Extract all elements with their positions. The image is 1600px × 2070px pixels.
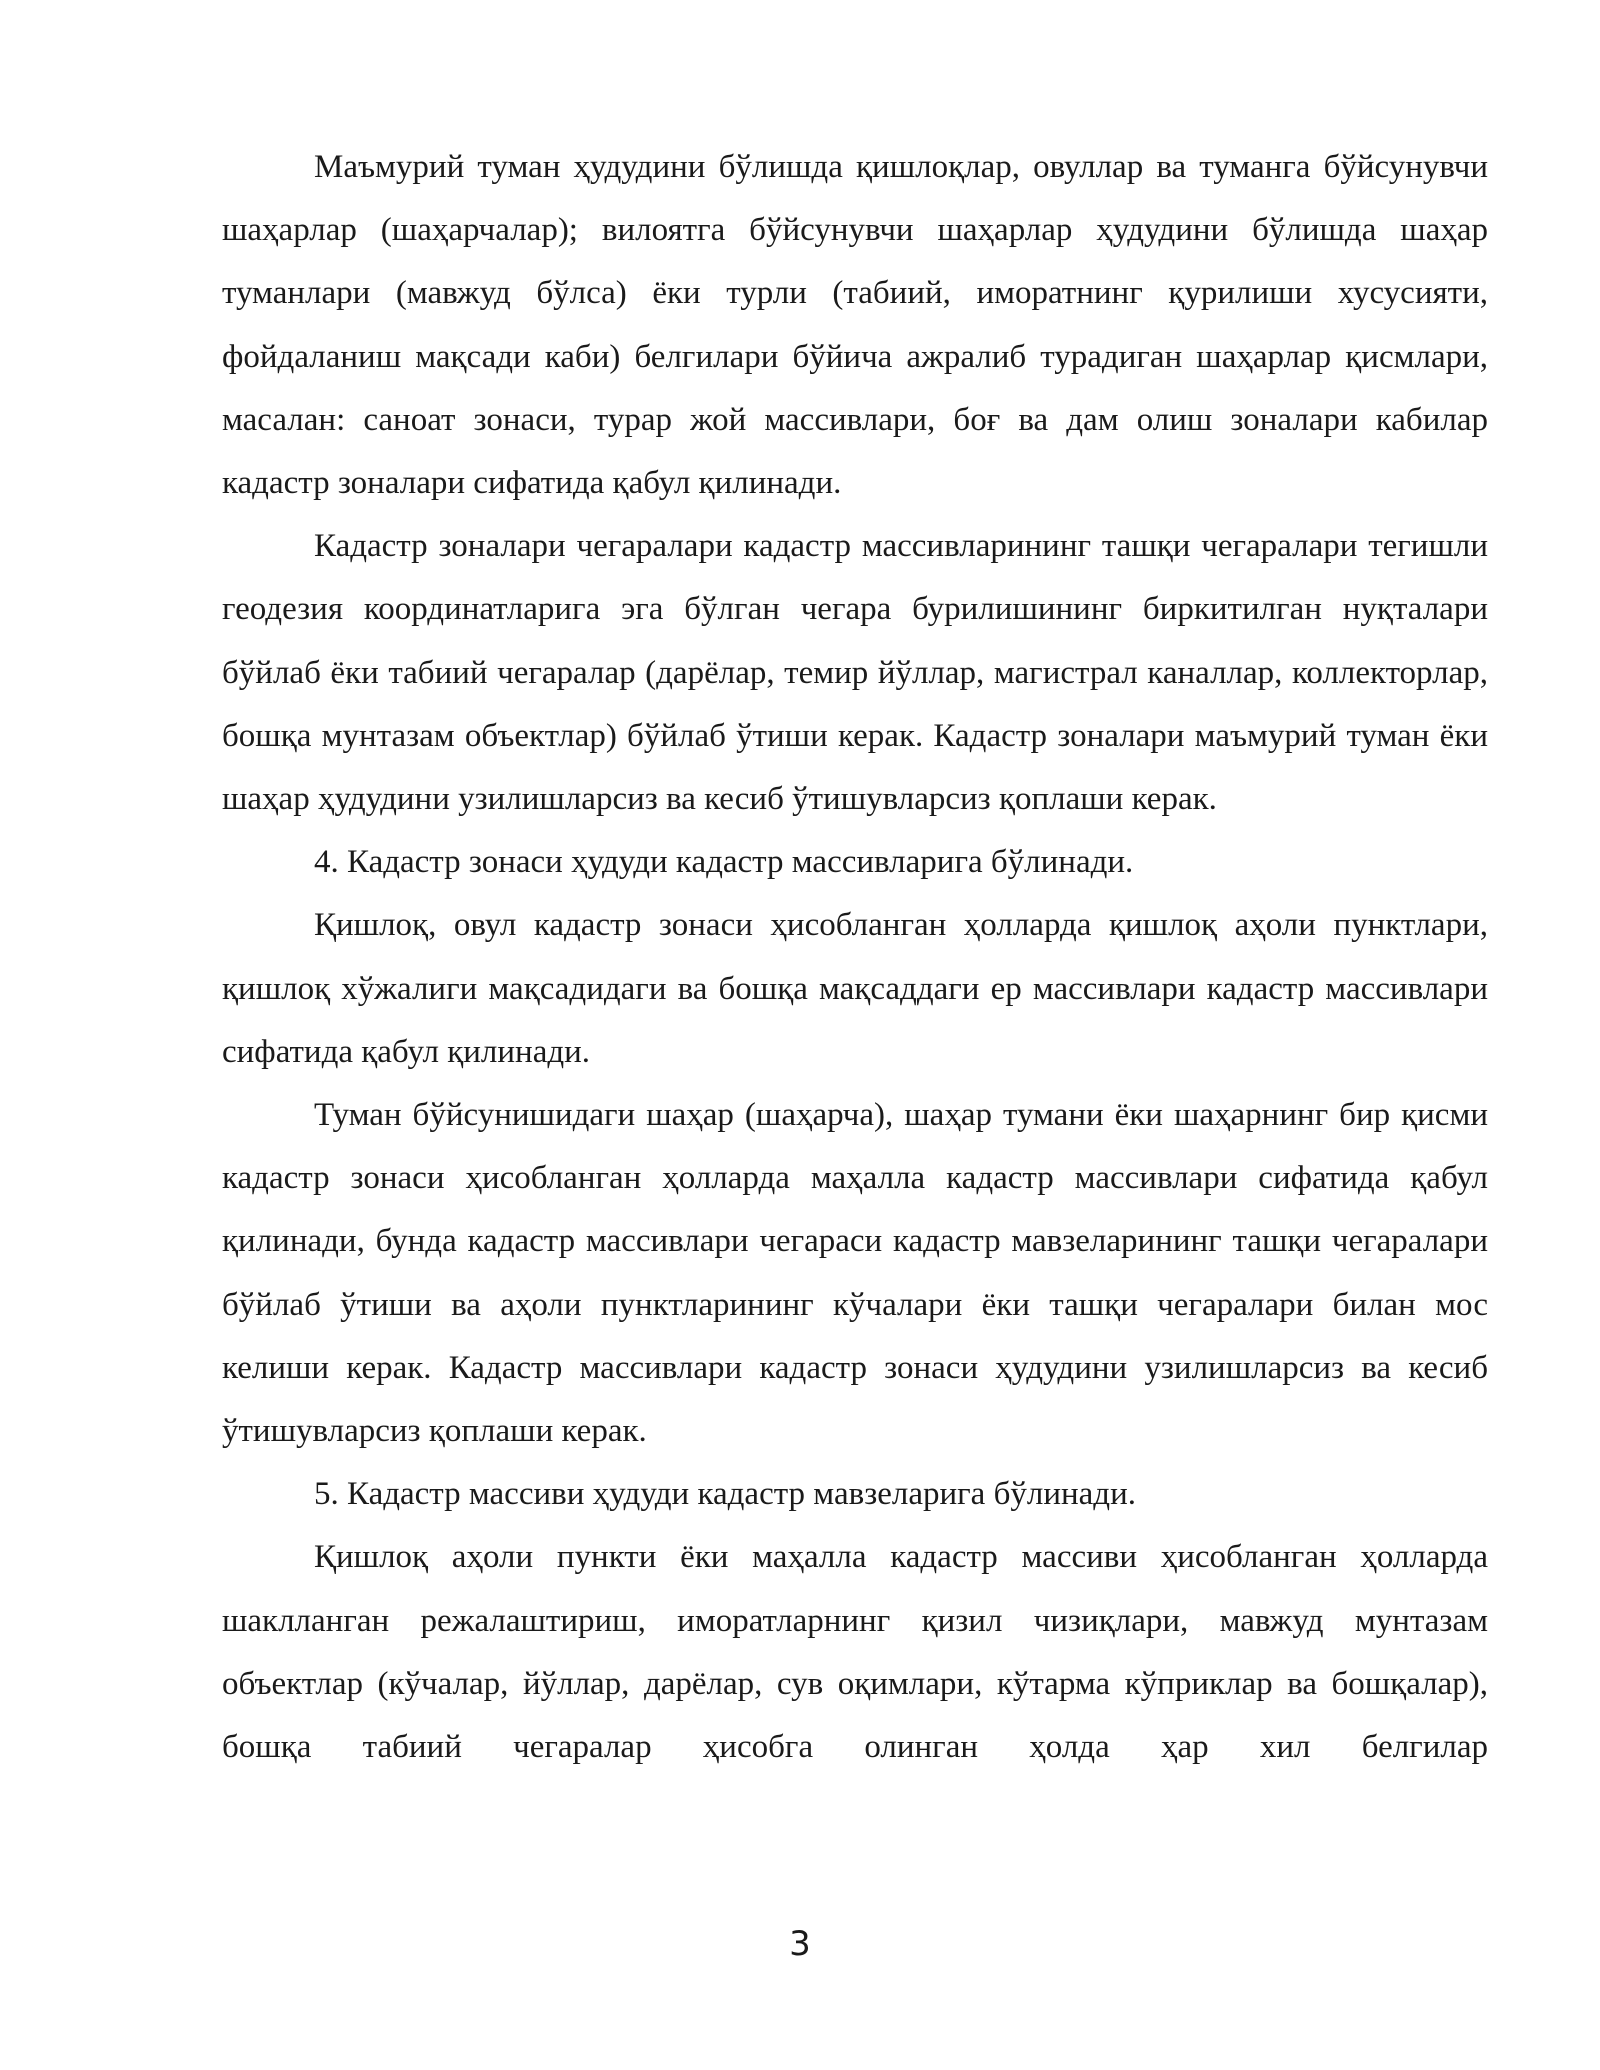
paragraph-6: 5. Кадастр массиви ҳудуди кадастр мавзеларига бўлинади. [314, 1476, 1137, 1513]
paragraph-4: Қишлоқ, овул кадастр зонаси ҳисобланган ҳолларда қишлоқ аҳоли пунктлари, қишлоқ хўжалиги мақсадидаги ва бошқа мақсаддаги ер массивлари кадастр массивлари сифатида қабул қилинади. [222, 907, 1488, 1070]
paragraph-1: Маъмурий туман ҳудудини бўлишда қишлоқлар, овуллар ва туманга бўйсунувчи шаҳарлар (шаҳарчалар); вилоятга бўйсунувчи шаҳарлар ҳудудини бўлишда шаҳар туманлари (мавжуд бўлса) ёки турли (табиий, иморатнинг қурилиши хусусияти, фойдаланиш мақсади каби) белгилари бўйича ажралиб турадиган шаҳарлар қисмлари, масалан: саноат зонаси, турар жой массивлари, боғ ва дам олиш зоналари кабилар кадастр зоналари сифатида қабул қилинади. [222, 149, 1488, 502]
page-number: 3 [789, 1924, 811, 1964]
body-text [222, 136, 1488, 1779]
paragraph-7: Қишлоқ аҳоли пункти ёки маҳалла кадастр массиви ҳисобланган ҳолларда шаклланган режалаштириш, иморатларнинг қизил чизиқлари, мавжуд мунтазам объектлар (кўчалар, йўллар, дарёлар, сув оқимлари, кўтарма кўприклар ва бошқалар), бошқа табиий чегаралар ҳисобга олинган ҳолда ҳар хил белгилар [222, 1539, 1488, 1766]
paragraph-3: 4. Кадастр зонаси ҳудуди кадастр массивларига бўлинади. [314, 844, 1134, 881]
paragraph-5: Туман бўйсунишидаги шаҳар (шаҳарча), шаҳар тумани ёки шаҳарнинг бир қисми кадастр зонаси ҳисобланган ҳолларда маҳалла кадастр массивлари сифатида қабул қилинади, бунда кадастр массивлари чегараси кадастр мавзеларининг ташқи чегаралари бўйлаб ўтиши ва аҳоли пунктларининг кўчалари ёки ташқи чегаралари билан мос келиши керак. Кадастр массивлари кадастр зонаси ҳудудини узилишларсиз ва кесиб ўтишувларсиз қоплаши керак. [222, 1097, 1488, 1450]
paragraph-2: Кадастр зоналари чегаралари кадастр массивларининг ташқи чегаралари тегишли геодезия координатларига эга бўлган чегара бурилишининг биркитилган нуқталари бўйлаб ёки табиий чегаралар (дарёлар, темир йўллар, магистрал каналлар, коллекторлар, бошқа мунтазам объектлар) бўйлаб ўтиши керак. Кадастр зоналари маъмурий туман ёки шаҳар ҳудудини узилишларсиз ва кесиб ўтишувларсиз қоплаши керак. [222, 528, 1488, 818]
